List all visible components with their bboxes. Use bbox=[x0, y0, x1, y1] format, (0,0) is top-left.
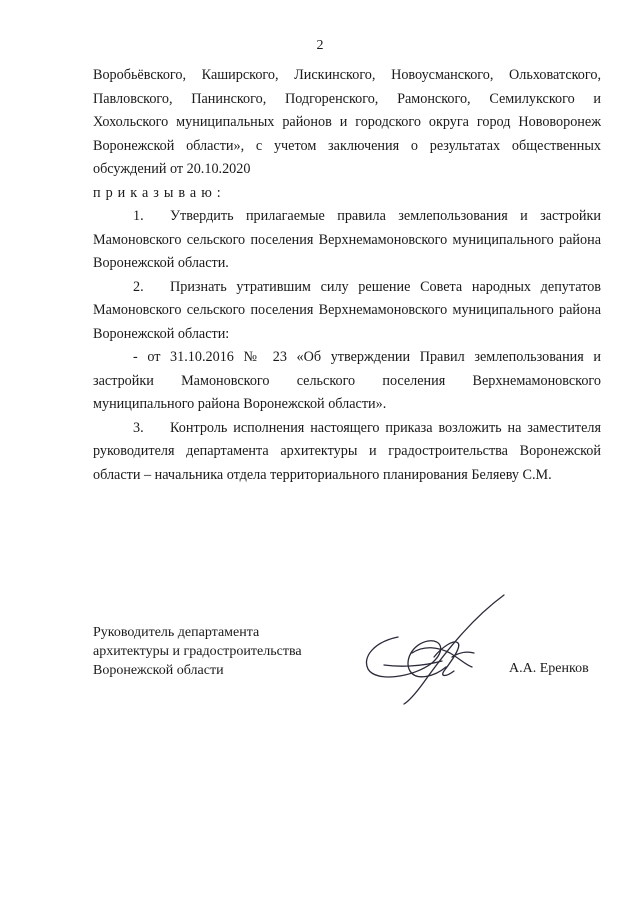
item-3-text: Контроль исполнения настоящего приказа возложить на заместителя руководителя департамента архитектуры и градостроительства Воронежской области – начальника отдела территориального планирования Беляеву С.М. bbox=[93, 419, 601, 483]
signatory-line-3: Воронежской области bbox=[93, 663, 224, 678]
handwritten-signature bbox=[354, 587, 514, 707]
item-3-number: 3. bbox=[133, 419, 144, 436]
page-number: 2 bbox=[316, 38, 324, 53]
item-2 bbox=[93, 276, 601, 347]
item-2-subitem: - от 31.10.2016 № 23 «Об утверждении Правил землепользования и застройки Мамоновского сельского поселения Верхнемамоновского муниципального района Воронежской области». bbox=[93, 349, 601, 412]
item-1-text: Утвердить прилагаемые правила землепользования и застройки Мамоновского сельского поселения Верхнемамоновского муниципального района Воронежской области. bbox=[93, 208, 601, 271]
signer-name: А.А. Еренков bbox=[509, 661, 589, 676]
item-1 bbox=[93, 205, 601, 276]
order-keyword: приказываю: bbox=[93, 184, 226, 201]
item-1-number: 1. bbox=[133, 208, 144, 224]
item-2-number: 2. bbox=[133, 278, 144, 295]
signatory-line-2: архитектуры и градостроительства bbox=[93, 644, 302, 659]
document-body bbox=[93, 64, 601, 487]
signatory-line-1: Руководитель департамента bbox=[93, 625, 260, 640]
signatory-position bbox=[93, 623, 302, 680]
item-3 bbox=[93, 417, 601, 488]
intro-paragraph: Воробьёвского, Каширского, Лискинского, Новоусманского, Ольховатского, Павловского, Панинского, Подгоренского, Рамонского, Семилукского и Хохольского муниципальных районов и городского округа город Нововоронеж Воронежской области», с учетом заключения о результатах общественных обсуждений от 20.10.2020 bbox=[93, 67, 601, 177]
item-2-text: Признать утратившим силу решение Совета народных депутатов Мамоновского сельского поселения Верхнемамоновского муниципального района Воронежской области: bbox=[93, 278, 601, 342]
